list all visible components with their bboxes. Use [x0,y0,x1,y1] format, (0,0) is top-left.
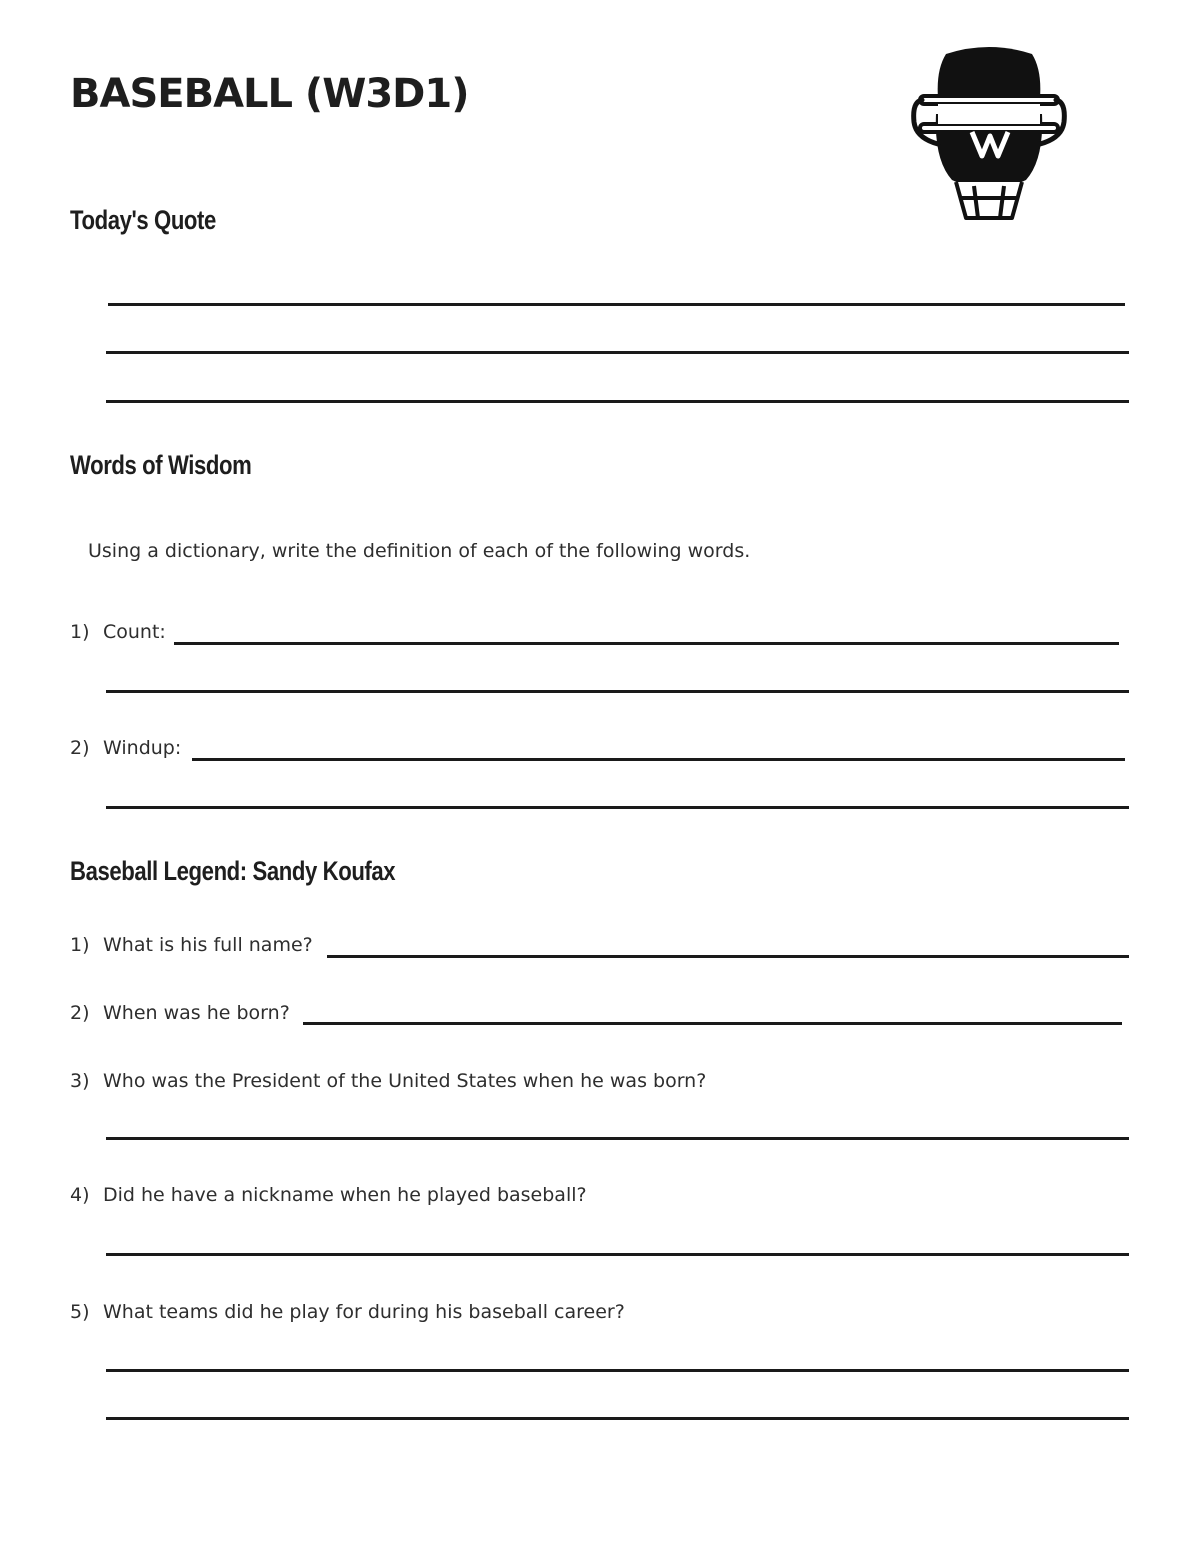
question-number: 2) [70,1002,90,1024]
question-number: 4) [70,1184,90,1206]
windup-answer-line-1[interactable] [192,758,1125,761]
question-nickname: Did he have a nickname when he played baseball? [103,1184,587,1206]
quote-line-2[interactable] [106,351,1129,354]
question-teams: What teams did he play for during his baseball career? [103,1301,625,1323]
question-number: 1) [70,934,90,956]
teams-answer-line-1[interactable] [106,1369,1129,1372]
president-answer-line[interactable] [106,1137,1129,1140]
section-heading-wisdom: Words of Wisdom [70,450,252,480]
question-president: Who was the President of the United States when he was born? [103,1070,707,1092]
question-full-name: What is his full name? [103,934,313,956]
windup-answer-line-2[interactable] [106,806,1129,809]
catcher-mask-icon [908,40,1070,226]
page-title: BASEBALL (W3D1) [70,71,469,117]
full-name-answer-line[interactable] [327,955,1129,958]
wisdom-instruction: Using a dictionary, write the definition of each of the following words. [88,540,751,562]
section-heading-quote: Today's Quote [70,205,216,235]
count-answer-line-1[interactable] [174,642,1119,645]
question-born: When was he born? [103,1002,290,1024]
question-number: 3) [70,1070,90,1092]
count-answer-line-2[interactable] [106,690,1129,693]
quote-line-1[interactable] [108,303,1125,306]
wisdom-item-number: 2) [70,737,90,759]
wisdom-item-number: 1) [70,621,90,643]
quote-line-3[interactable] [106,400,1129,403]
nickname-answer-line[interactable] [106,1253,1129,1256]
wisdom-item-label-count: Count: [103,621,166,643]
teams-answer-line-2[interactable] [106,1417,1129,1420]
question-number: 5) [70,1301,90,1323]
section-heading-legend: Baseball Legend: Sandy Koufax [70,856,396,886]
wisdom-item-label-windup: Windup: [103,737,182,759]
born-answer-line[interactable] [303,1022,1122,1025]
